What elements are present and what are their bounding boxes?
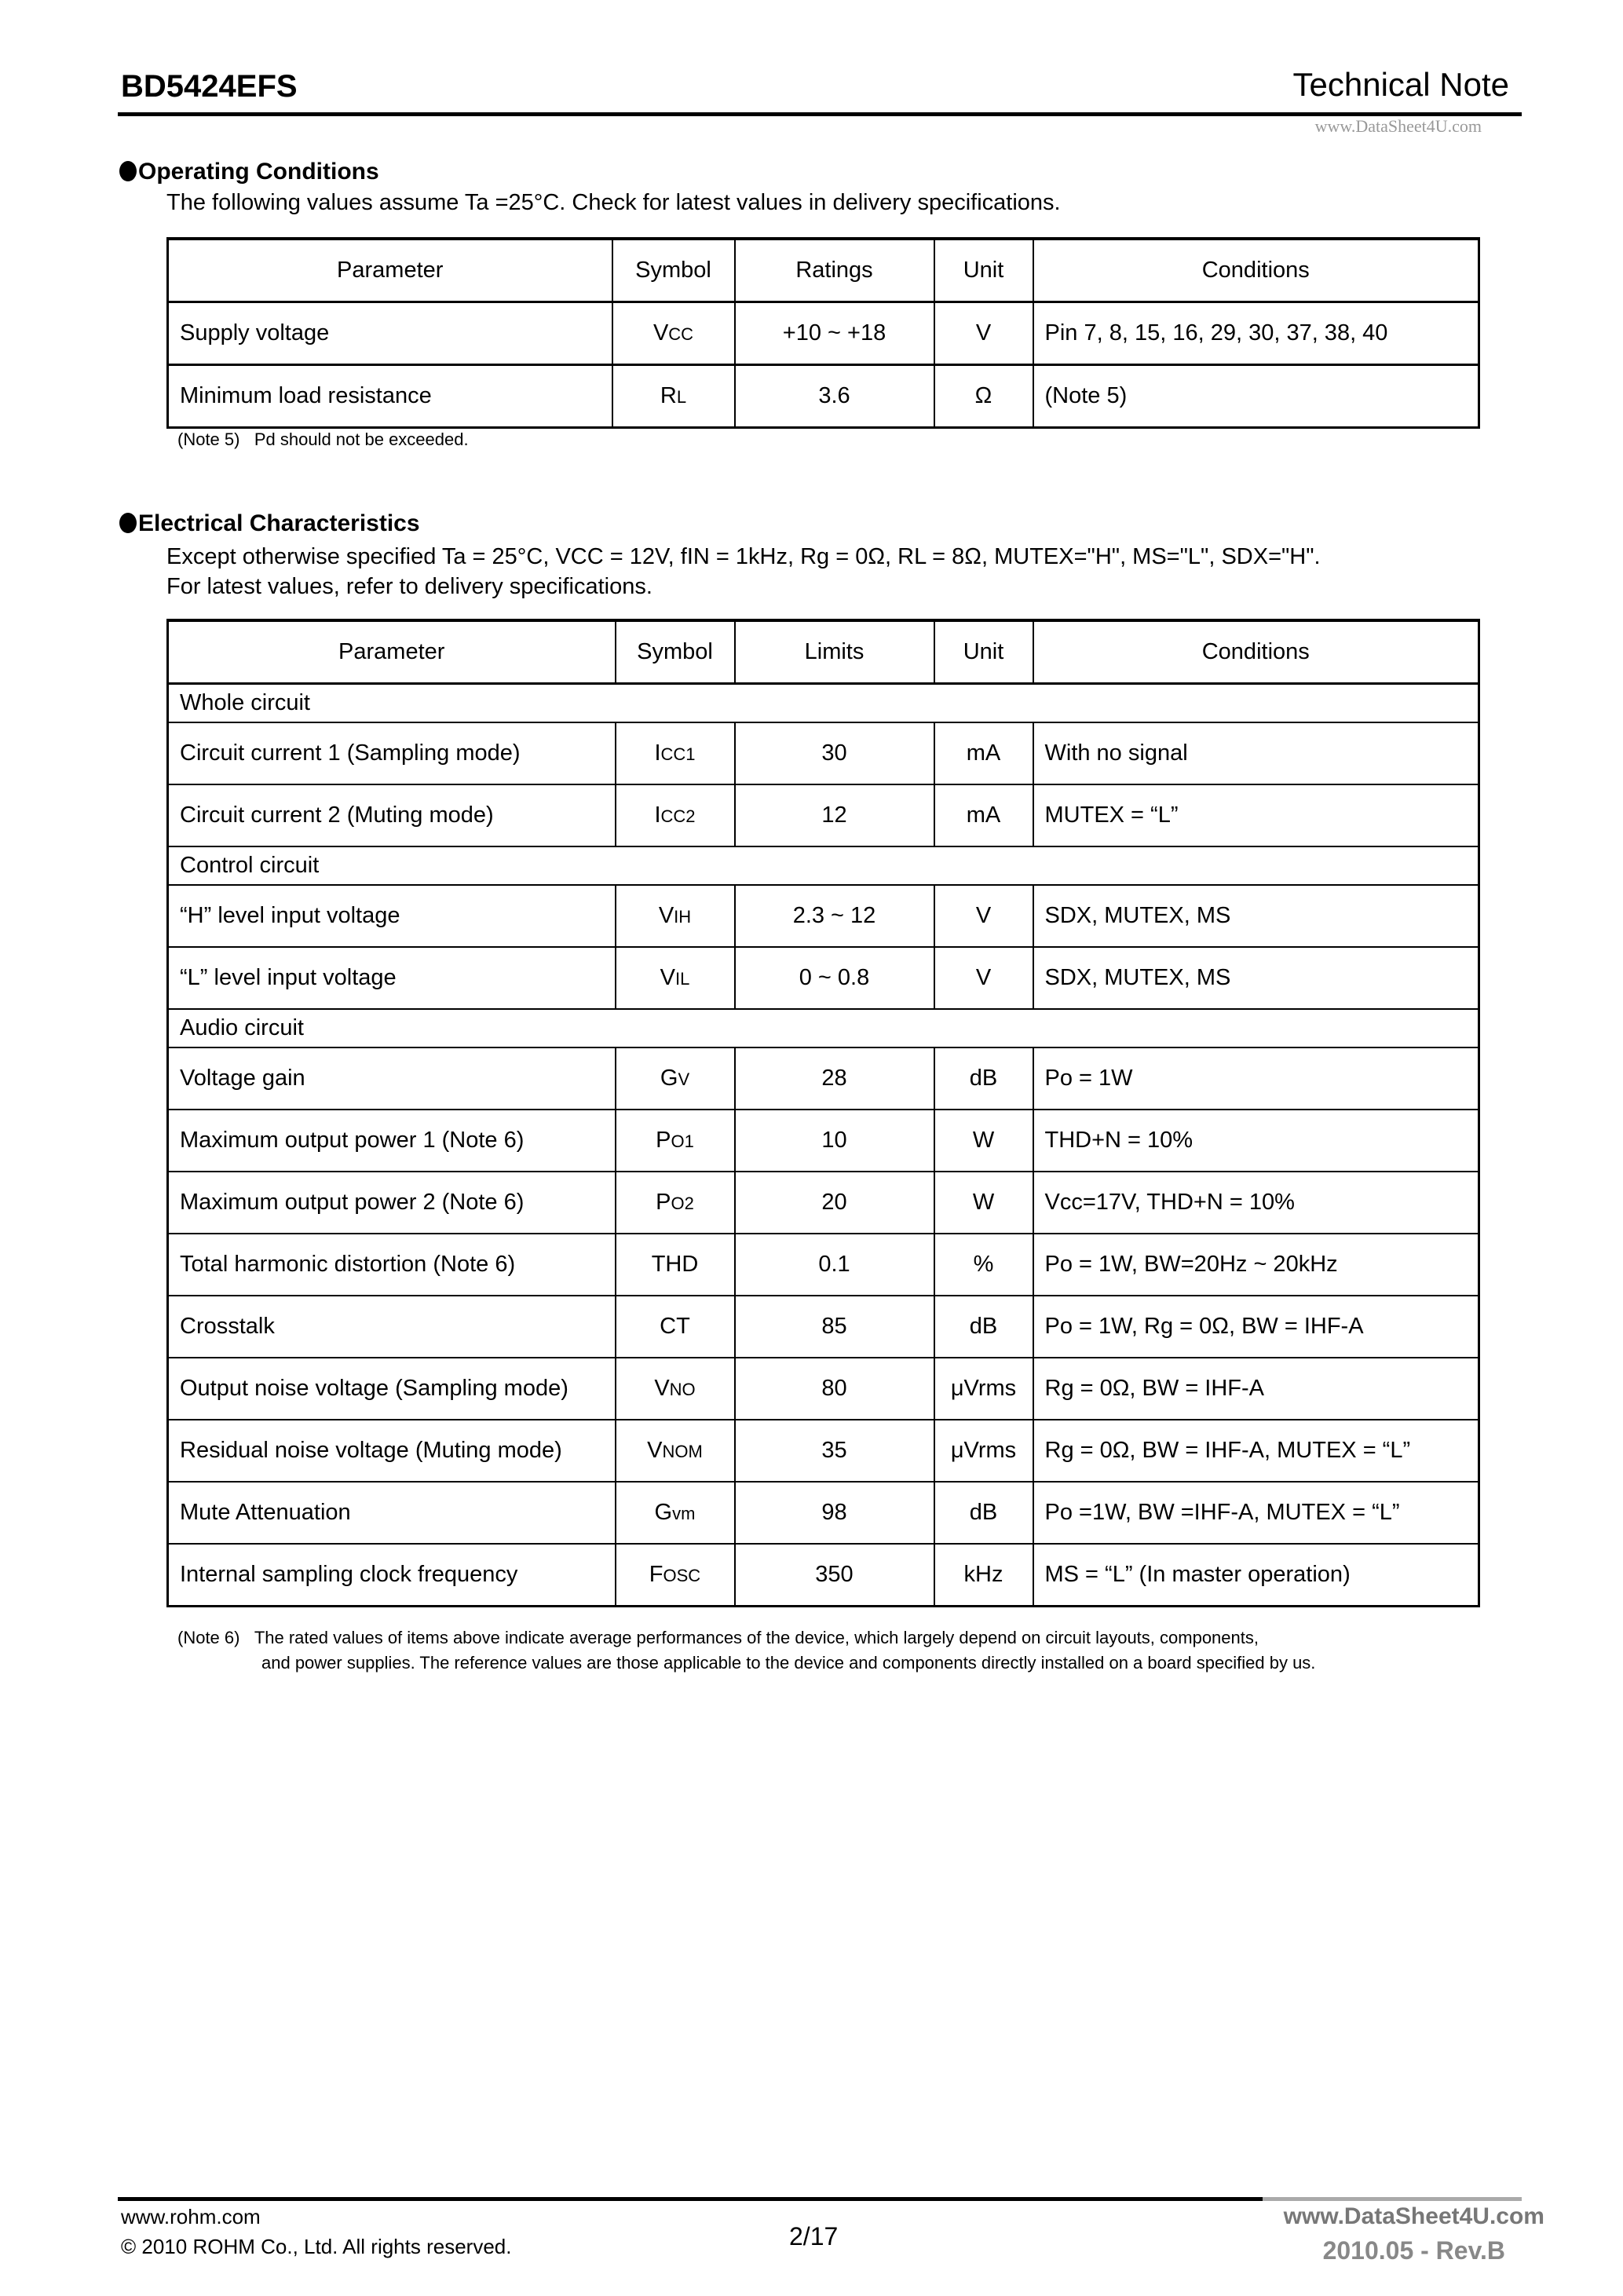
table-row bbox=[168, 784, 1479, 846]
table-row bbox=[168, 1544, 1479, 1607]
table-header-row bbox=[168, 239, 1479, 302]
unit-cell: Ω bbox=[934, 365, 1033, 428]
value-cell: 3.6 bbox=[735, 365, 934, 428]
symbol-cell bbox=[612, 365, 735, 428]
symbol-cell bbox=[616, 1172, 735, 1234]
symbol-subscript: O2 bbox=[671, 1194, 694, 1213]
symbol-cell bbox=[616, 722, 735, 784]
parameter-cell: Supply voltage bbox=[168, 302, 612, 365]
table-row bbox=[168, 1110, 1479, 1172]
parameter-cell: Minimum load resistance bbox=[168, 365, 612, 428]
symbol-subscript: vm bbox=[672, 1504, 696, 1523]
unit-cell: W bbox=[934, 1172, 1033, 1234]
symbol-cell bbox=[616, 1544, 735, 1607]
parameter-cell: “L” level input voltage bbox=[168, 947, 616, 1009]
conditions-cell: MUTEX = “L” bbox=[1033, 784, 1479, 846]
symbol-cell bbox=[612, 302, 735, 365]
symbol: V bbox=[654, 1376, 670, 1401]
table-row bbox=[168, 302, 1479, 365]
conditions-cell: Rg = 0Ω, BW = IHF-A, MUTEX = “L” bbox=[1033, 1420, 1479, 1482]
table-row bbox=[168, 947, 1479, 1009]
conditions-cell: Pin 7, 8, 15, 16, 29, 30, 37, 38, 40 bbox=[1033, 302, 1479, 365]
note-6 bbox=[177, 1625, 1315, 1676]
conditions-cell: Po = 1W bbox=[1033, 1047, 1479, 1110]
note-5 bbox=[177, 430, 469, 450]
column-header: Conditions bbox=[1033, 620, 1479, 684]
document-type: Technical Note bbox=[1292, 66, 1509, 103]
parameter-cell: Crosstalk bbox=[168, 1296, 616, 1358]
parameter-cell: Residual noise voltage (Muting mode) bbox=[168, 1420, 616, 1482]
parameter-cell: “H” level input voltage bbox=[168, 885, 616, 947]
symbol-subscript: IL bbox=[674, 969, 690, 989]
conditions-cell: Po = 1W, BW=20Hz ~ 20kHz bbox=[1033, 1234, 1479, 1296]
symbol: P bbox=[656, 1190, 671, 1215]
footer-divider-gray bbox=[1263, 2197, 1522, 2201]
symbol: THD bbox=[651, 1252, 699, 1277]
document-id: BD5424EFS bbox=[121, 69, 298, 104]
symbol: I bbox=[654, 740, 661, 766]
symbol-cell bbox=[616, 1110, 735, 1172]
column-header: Unit bbox=[934, 620, 1033, 684]
value-cell: 12 bbox=[735, 784, 934, 846]
unit-cell: V bbox=[934, 302, 1033, 365]
value-cell: 0.1 bbox=[735, 1234, 934, 1296]
table-row bbox=[168, 1172, 1479, 1234]
column-header: Parameter bbox=[168, 239, 612, 302]
electrical-characteristics-heading bbox=[119, 510, 420, 537]
parameter-cell: Maximum output power 1 (Note 6) bbox=[168, 1110, 616, 1172]
section-row bbox=[168, 684, 1479, 723]
unit-cell: μVrms bbox=[934, 1358, 1033, 1420]
symbol-cell bbox=[616, 1482, 735, 1544]
parameter-cell: Total harmonic distortion (Note 6) bbox=[168, 1234, 616, 1296]
symbol: P bbox=[656, 1128, 671, 1153]
column-header: Unit bbox=[934, 239, 1033, 302]
note-text: and power supplies. The reference values are those applicable to the device and components directly installed on a board specified by us. bbox=[261, 1653, 1316, 1673]
table-row bbox=[168, 365, 1479, 428]
symbol-cell bbox=[616, 947, 735, 1009]
value-cell: 98 bbox=[735, 1482, 934, 1544]
table-row bbox=[168, 1420, 1479, 1482]
footer-copyright: © 2010 ROHM Co., Ltd. All rights reserved. bbox=[121, 2235, 512, 2258]
symbol-cell bbox=[616, 784, 735, 846]
footer-divider bbox=[118, 2197, 1263, 2201]
bullet-icon bbox=[119, 161, 137, 181]
symbol-subscript: CC2 bbox=[660, 806, 696, 826]
unit-cell: V bbox=[934, 947, 1033, 1009]
parameter-cell: Output noise voltage (Sampling mode) bbox=[168, 1358, 616, 1420]
unit-cell: V bbox=[934, 885, 1033, 947]
conditions-cell: (Note 5) bbox=[1033, 365, 1479, 428]
note-text: The rated values of items above indicate average performances of the device, which largely depend on circuit layouts, components, bbox=[254, 1628, 1259, 1647]
symbol-subscript: CC bbox=[668, 324, 694, 344]
symbol: V bbox=[658, 903, 674, 928]
symbol: F bbox=[649, 1562, 663, 1587]
table-row bbox=[168, 1296, 1479, 1358]
value-cell: 85 bbox=[735, 1296, 934, 1358]
conditions-cell: MS = “L” (In master operation) bbox=[1033, 1544, 1479, 1607]
value-cell: +10 ~ +18 bbox=[735, 302, 934, 365]
parameter-cell: Maximum output power 2 (Note 6) bbox=[168, 1172, 616, 1234]
conditions-cell: Po =1W, BW =IHF-A, MUTEX = “L” bbox=[1033, 1482, 1479, 1544]
conditions-cell: With no signal bbox=[1033, 722, 1479, 784]
parameter-cell: Voltage gain bbox=[168, 1047, 616, 1110]
table-row bbox=[168, 885, 1479, 947]
electrical-intro-1: Except otherwise specified Ta = 25°C, VCC = 12V, fIN = 1kHz, Rg = 0Ω, RL = 8Ω, MUTEX="H", MS="L", SDX="H". bbox=[166, 544, 1321, 569]
conditions-cell: THD+N = 10% bbox=[1033, 1110, 1479, 1172]
unit-cell: μVrms bbox=[934, 1420, 1033, 1482]
operating-conditions-table bbox=[166, 237, 1480, 429]
unit-cell: kHz bbox=[934, 1544, 1033, 1607]
footer-watermark: www.DataSheet4U.com bbox=[1283, 2203, 1544, 2229]
conditions-cell: Vcc=17V, THD+N = 10% bbox=[1033, 1172, 1479, 1234]
value-cell: 28 bbox=[735, 1047, 934, 1110]
revision: 2010.05 - Rev.B bbox=[1322, 2236, 1505, 2265]
operating-intro: The following values assume Ta =25°C. Check for latest values in delivery specifications. bbox=[166, 190, 1061, 215]
symbol-subscript: NOM bbox=[662, 1442, 703, 1461]
note-text: Pd should not be exceeded. bbox=[254, 430, 469, 449]
symbol: G bbox=[654, 1500, 673, 1525]
column-header: Ratings bbox=[735, 239, 934, 302]
symbol: I bbox=[654, 803, 661, 828]
column-header: Conditions bbox=[1033, 239, 1479, 302]
heading-text: Electrical Characteristics bbox=[138, 510, 420, 536]
symbol: V bbox=[647, 1438, 663, 1463]
section-row bbox=[168, 846, 1479, 885]
symbol-cell bbox=[616, 1420, 735, 1482]
table-row bbox=[168, 722, 1479, 784]
value-cell: 20 bbox=[735, 1172, 934, 1234]
symbol: V bbox=[652, 320, 669, 345]
symbol-subscript: V bbox=[678, 1069, 690, 1089]
section-label: Control circuit bbox=[168, 846, 1479, 885]
symbol-subscript: OSC bbox=[663, 1566, 701, 1585]
note-label: (Note 6) bbox=[177, 1628, 240, 1647]
column-header: Parameter bbox=[168, 620, 616, 684]
unit-cell: dB bbox=[934, 1047, 1033, 1110]
parameter-cell: Circuit current 2 (Muting mode) bbox=[168, 784, 616, 846]
conditions-cell: Rg = 0Ω, BW = IHF-A bbox=[1033, 1358, 1479, 1420]
symbol: V bbox=[660, 965, 675, 990]
symbol-subscript: CC1 bbox=[660, 744, 696, 764]
value-cell: 350 bbox=[735, 1544, 934, 1607]
heading-text: Operating Conditions bbox=[138, 159, 379, 185]
symbol-cell bbox=[616, 1234, 735, 1296]
electrical-characteristics-table bbox=[166, 619, 1480, 1607]
conditions-cell: Po = 1W, Rg = 0Ω, BW = IHF-A bbox=[1033, 1296, 1479, 1358]
symbol-subscript: O1 bbox=[671, 1132, 694, 1151]
column-header: Symbol bbox=[612, 239, 735, 302]
table-row bbox=[168, 1047, 1479, 1110]
symbol-cell bbox=[616, 1296, 735, 1358]
note-label: (Note 5) bbox=[177, 430, 240, 449]
page-number: 2/17 bbox=[789, 2222, 839, 2250]
symbol-subscript: L bbox=[676, 387, 687, 407]
section-row bbox=[168, 1009, 1479, 1047]
watermark: www.DataSheet4U.com bbox=[1314, 116, 1482, 136]
unit-cell: dB bbox=[934, 1296, 1033, 1358]
conditions-cell: SDX, MUTEX, MS bbox=[1033, 885, 1479, 947]
operating-conditions-heading bbox=[119, 159, 379, 185]
parameter-cell: Internal sampling clock frequency bbox=[168, 1544, 616, 1607]
symbol-cell bbox=[616, 885, 735, 947]
header-divider bbox=[118, 112, 1522, 116]
unit-cell: % bbox=[934, 1234, 1033, 1296]
table-row bbox=[168, 1234, 1479, 1296]
value-cell: 2.3 ~ 12 bbox=[735, 885, 934, 947]
value-cell: 35 bbox=[735, 1420, 934, 1482]
table-header-row bbox=[168, 620, 1479, 684]
value-cell: 10 bbox=[735, 1110, 934, 1172]
section-label: Whole circuit bbox=[168, 684, 1479, 723]
conditions-cell: SDX, MUTEX, MS bbox=[1033, 947, 1479, 1009]
symbol: CT bbox=[660, 1314, 690, 1339]
column-header: Symbol bbox=[616, 620, 735, 684]
parameter-cell: Mute Attenuation bbox=[168, 1482, 616, 1544]
symbol-subscript: IH bbox=[674, 907, 692, 927]
unit-cell: W bbox=[934, 1110, 1033, 1172]
section-label: Audio circuit bbox=[168, 1009, 1479, 1047]
symbol-subscript: NO bbox=[669, 1380, 696, 1399]
footer-website[interactable]: www.rohm.com bbox=[121, 2205, 261, 2228]
unit-cell: dB bbox=[934, 1482, 1033, 1544]
electrical-intro-2: For latest values, refer to delivery specifications. bbox=[166, 574, 652, 599]
symbol-cell bbox=[616, 1047, 735, 1110]
value-cell: 30 bbox=[735, 722, 934, 784]
symbol-cell bbox=[616, 1358, 735, 1420]
value-cell: 80 bbox=[735, 1358, 934, 1420]
symbol: R bbox=[660, 383, 677, 408]
parameter-cell: Circuit current 1 (Sampling mode) bbox=[168, 722, 616, 784]
unit-cell: mA bbox=[934, 784, 1033, 846]
unit-cell: mA bbox=[934, 722, 1033, 784]
bullet-icon bbox=[119, 513, 137, 533]
symbol: G bbox=[660, 1066, 678, 1091]
table-row bbox=[168, 1482, 1479, 1544]
column-header: Limits bbox=[735, 620, 934, 684]
value-cell: 0 ~ 0.8 bbox=[735, 947, 934, 1009]
table-row bbox=[168, 1358, 1479, 1420]
